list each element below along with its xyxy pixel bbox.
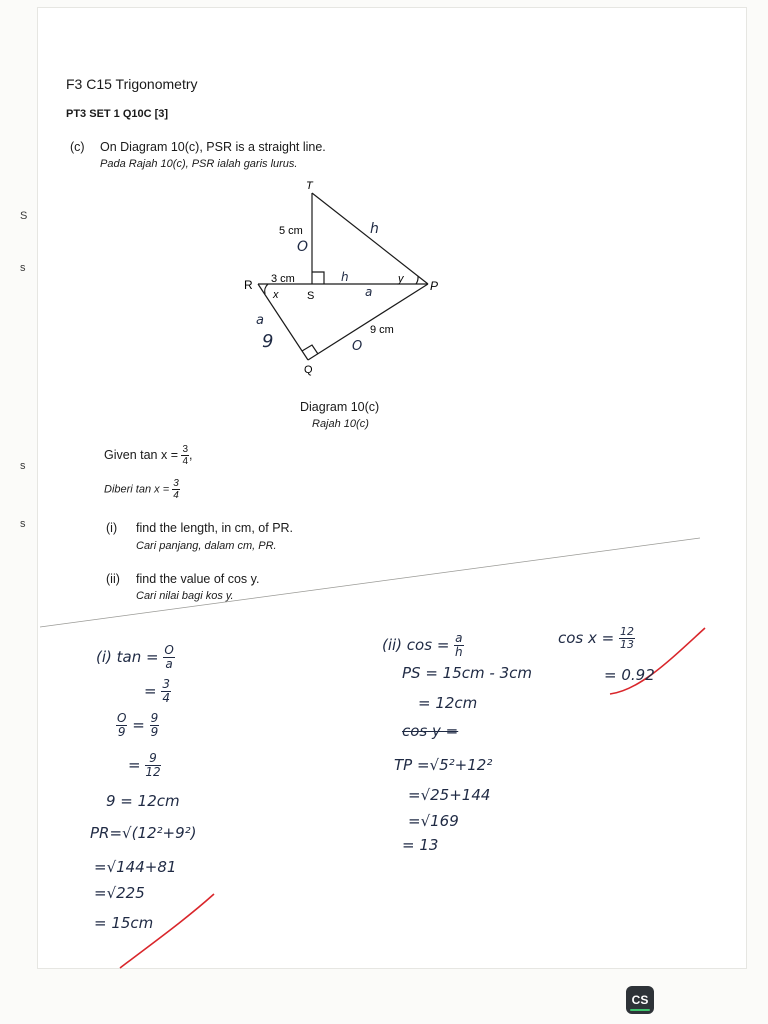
sub-ii-ms: Cari nilai bagi kos y.: [136, 590, 234, 602]
work-ii-line3: = 12cm: [418, 694, 478, 712]
question-stem-ms: Pada Rajah 10(c), PSR ialah garis lurus.: [100, 158, 298, 170]
scan-edge-mark: s: [20, 518, 26, 530]
line-tp: [312, 193, 428, 284]
work-ii-line8: = 13: [402, 836, 439, 854]
scan-edge-mark: S: [20, 210, 28, 222]
annot-h-sp: h: [341, 270, 349, 284]
work-ii-line4-crossed: cos y =: [402, 722, 459, 740]
work-i-line1: (i) tan = $\frac{O}{a}$: [96, 643, 174, 671]
length-qp: 9 cm: [370, 324, 394, 336]
label-s: S: [307, 290, 315, 302]
length-rs: 3 cm: [271, 273, 295, 285]
diagram-caption-ms: Rajah 10(c): [312, 418, 369, 430]
work-i-line6: PR=√(12²+9²): [90, 824, 197, 842]
sub-i-en: find the length, in cm, of PR.: [136, 521, 294, 535]
work-ii-line2: PS = 15cm - 3cm: [402, 664, 532, 682]
label-q: Q: [304, 364, 313, 376]
sub-ii-label: (ii): [106, 572, 120, 586]
work-ii-line5: TP =√5²+12²: [394, 756, 493, 774]
annot-h-tp: h: [370, 221, 379, 237]
angle-y-arc: [416, 276, 418, 284]
annot-o-ts: O: [297, 239, 309, 255]
label-t: T: [306, 180, 313, 192]
scan-edge-mark: s: [20, 460, 26, 472]
angle-x-label: x: [273, 289, 279, 301]
annot-a-sp: a: [365, 285, 373, 299]
worksheet-title: F3 C15 Trigonometry: [66, 76, 198, 92]
angle-x-arc: [265, 284, 268, 294]
work-ii-line1: (ii) cos = $\frac{a}{h}$: [382, 631, 463, 659]
annot-o-qp: O: [352, 339, 363, 354]
given-ms: Diberi tan x = $\frac{3}{4}$: [104, 478, 179, 501]
work-i-line2: = $\frac{3}{4}$: [144, 677, 170, 705]
question-code: PT3 SET 1 Q10C [3]: [66, 108, 169, 120]
annot-9-rq: 9: [262, 331, 274, 352]
work-i-line8: =√225: [94, 884, 145, 902]
work-iii-line2: = 0.92: [604, 666, 655, 684]
work-i-line9: = 15cm: [94, 914, 154, 932]
question-stem-en: On Diagram 10(c), PSR is a straight line.: [100, 140, 326, 154]
question-part-label: (c): [70, 140, 85, 154]
label-r: R: [244, 278, 253, 292]
right-angle-s: [312, 272, 324, 284]
sub-i-label: (i): [106, 521, 118, 535]
angle-y-label: y: [398, 273, 404, 285]
camscanner-badge: CS: [626, 986, 654, 1014]
work-ii-line7: =√169: [408, 812, 459, 830]
work-i-line5: 9 = 12cm: [106, 792, 180, 810]
work-i-line3: $\frac{O}{9}$ = $\frac{9}{9}$: [117, 711, 159, 739]
work-iii-line1: cos x = $\frac{12}{13}$: [558, 625, 635, 651]
given-en: Given tan x = $\frac{3}{4}$ ,: [104, 444, 193, 467]
right-angle-q: [302, 345, 318, 354]
work-ii-line6: =√25+144: [408, 786, 491, 804]
diagram-caption-en: Diagram 10(c): [300, 400, 380, 414]
work-i-line4: = $\frac{9}{12}$: [128, 751, 161, 779]
label-p: P: [430, 279, 439, 293]
annot-a-rq: a: [256, 313, 264, 328]
length-ts: 5 cm: [279, 225, 303, 237]
sub-ii-en: find the value of cos y.: [136, 572, 260, 586]
work-i-line7: =√144+81: [94, 858, 177, 876]
sub-i-ms: Cari panjang, dalam cm, PR.: [136, 540, 277, 552]
scan-edge-mark: s: [20, 262, 26, 274]
given-fraction-ms: $\frac{3}{4}$: [173, 478, 179, 501]
given-fraction: $\frac{3}{4}$: [182, 444, 189, 467]
